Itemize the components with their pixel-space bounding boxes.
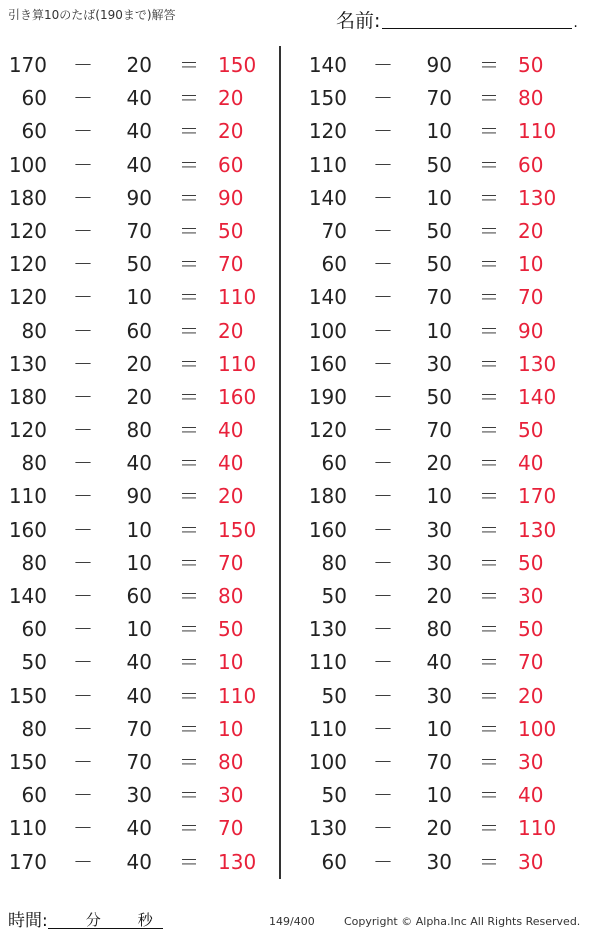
- minus-operator: －: [73, 517, 93, 542]
- minuend: 160: [308, 517, 347, 542]
- minuend: 120: [8, 285, 47, 310]
- minus-operator: －: [73, 484, 93, 509]
- minus-operator: －: [73, 451, 93, 476]
- subtrahend: 50: [426, 218, 452, 243]
- answer: 10: [218, 650, 244, 675]
- subtrahend: 20: [126, 53, 152, 77]
- minus-operator: －: [373, 185, 393, 210]
- minus-operator: －: [373, 617, 393, 642]
- answer: 10: [218, 716, 244, 741]
- equals-sign: ＝: [179, 849, 199, 874]
- minuend: 160: [8, 517, 47, 542]
- answer: 140: [518, 384, 557, 409]
- subtrahend: 70: [426, 285, 452, 310]
- answer: 50: [518, 550, 544, 575]
- minus-operator: －: [73, 119, 93, 144]
- minus-operator: －: [73, 617, 93, 642]
- subtrahend: 70: [126, 218, 152, 243]
- subtrahend: 40: [126, 451, 152, 476]
- name-label: 名前:: [336, 10, 381, 32]
- answer: 70: [218, 252, 244, 277]
- subtrahend: 10: [426, 185, 452, 210]
- answer: 160: [218, 384, 257, 409]
- answer: 50: [218, 617, 244, 642]
- minuend: 170: [8, 849, 47, 874]
- equals-sign: ＝: [179, 185, 199, 210]
- equals-sign: ＝: [479, 451, 499, 476]
- equals-sign: ＝: [179, 484, 199, 509]
- minus-operator: －: [373, 86, 393, 111]
- minus-operator: －: [373, 550, 393, 575]
- minus-operator: －: [73, 53, 93, 77]
- minus-operator: －: [373, 351, 393, 376]
- answer: 130: [518, 351, 557, 376]
- minus-operator: －: [373, 285, 393, 310]
- subtrahend: 40: [126, 119, 152, 144]
- subtrahend: 50: [426, 252, 452, 277]
- subtrahend: 20: [426, 816, 452, 841]
- answer: 150: [218, 53, 257, 77]
- subtrahend: 10: [426, 318, 452, 343]
- equals-sign: ＝: [479, 584, 499, 608]
- minuend: 60: [21, 86, 47, 111]
- subtrahend: 40: [426, 650, 452, 675]
- subtrahend: 30: [426, 351, 452, 376]
- equals-sign: ＝: [479, 252, 499, 277]
- minuend: 180: [8, 185, 47, 210]
- minus-operator: －: [73, 783, 93, 808]
- equals-sign: ＝: [479, 816, 499, 841]
- equals-sign: ＝: [179, 86, 199, 111]
- subtrahend: 10: [426, 783, 452, 808]
- minuend: 50: [321, 584, 347, 608]
- subtrahend: 40: [126, 152, 152, 177]
- minus-operator: －: [373, 152, 393, 177]
- answer: 40: [218, 418, 244, 443]
- minus-operator: －: [373, 384, 393, 409]
- equals-sign: ＝: [179, 252, 199, 277]
- equals-sign: ＝: [179, 550, 199, 575]
- minuend: 160: [308, 351, 347, 376]
- minuend: 60: [21, 783, 47, 808]
- minus-operator: －: [73, 749, 93, 774]
- answer: 20: [218, 484, 244, 509]
- answer: 10: [518, 252, 544, 277]
- answer: 100: [518, 716, 557, 741]
- minuend: 100: [308, 318, 347, 343]
- subtrahend: 30: [426, 550, 452, 575]
- subtrahend: 70: [426, 86, 452, 111]
- minus-operator: －: [73, 716, 93, 741]
- equals-sign: ＝: [179, 749, 199, 774]
- minus-operator: －: [373, 252, 393, 277]
- subtrahend: 50: [126, 252, 152, 277]
- equals-sign: ＝: [479, 650, 499, 675]
- minuend: 110: [308, 716, 347, 741]
- subtrahend: 50: [426, 152, 452, 177]
- equals-sign: ＝: [479, 617, 499, 642]
- equals-sign: ＝: [479, 86, 499, 111]
- answer: 110: [218, 285, 257, 310]
- minuend: 120: [308, 119, 347, 144]
- answer: 90: [218, 185, 244, 210]
- answer: 30: [518, 749, 544, 774]
- subtrahend: 10: [426, 484, 452, 509]
- minus-operator: －: [73, 849, 93, 874]
- equals-sign: ＝: [179, 683, 199, 708]
- minuend: 50: [321, 783, 347, 808]
- minus-operator: －: [373, 849, 393, 874]
- minus-operator: －: [73, 550, 93, 575]
- equals-sign: ＝: [179, 517, 199, 542]
- answer: 50: [518, 418, 544, 443]
- minus-operator: －: [73, 816, 93, 841]
- minus-operator: －: [73, 218, 93, 243]
- equals-sign: ＝: [179, 384, 199, 409]
- equals-sign: ＝: [179, 650, 199, 675]
- name-field: [336, 6, 578, 33]
- minuend: 80: [21, 451, 47, 476]
- equals-sign: ＝: [479, 218, 499, 243]
- answer: 30: [518, 849, 544, 874]
- minuend: 130: [8, 351, 47, 376]
- minuend: 140: [308, 185, 347, 210]
- equals-sign: ＝: [179, 716, 199, 741]
- minus-operator: －: [373, 451, 393, 476]
- subtrahend: 40: [126, 816, 152, 841]
- subtrahend: 40: [126, 849, 152, 874]
- equals-sign: ＝: [179, 451, 199, 476]
- subtrahend: 30: [426, 683, 452, 708]
- minuend: 110: [8, 816, 47, 841]
- answer: 70: [518, 285, 544, 310]
- answer: 50: [518, 617, 544, 642]
- answer: 20: [218, 86, 244, 111]
- answer: 20: [518, 218, 544, 243]
- answer: 110: [218, 683, 257, 708]
- minus-operator: －: [373, 218, 393, 243]
- minus-operator: －: [73, 650, 93, 675]
- minus-operator: －: [73, 384, 93, 409]
- subtrahend: 50: [426, 384, 452, 409]
- subtrahend: 10: [126, 517, 152, 542]
- minuend: 150: [8, 683, 47, 708]
- minus-operator: －: [373, 418, 393, 443]
- minus-operator: －: [373, 53, 393, 77]
- answer: 80: [218, 584, 244, 608]
- name-underline: [382, 10, 572, 29]
- equals-sign: ＝: [479, 517, 499, 542]
- page-number: 149/400: [269, 915, 315, 928]
- equals-sign: ＝: [479, 716, 499, 741]
- answer: 150: [218, 517, 257, 542]
- subtrahend: 40: [126, 683, 152, 708]
- minuend: 100: [308, 749, 347, 774]
- answer: 130: [518, 517, 557, 542]
- subtrahend: 70: [426, 418, 452, 443]
- answer: 60: [218, 152, 244, 177]
- equals-sign: ＝: [479, 351, 499, 376]
- minus-operator: －: [373, 484, 393, 509]
- answer: 40: [518, 451, 544, 476]
- minus-operator: －: [373, 749, 393, 774]
- subtrahend: 30: [426, 517, 452, 542]
- answer: 60: [518, 152, 544, 177]
- minuend: 80: [321, 550, 347, 575]
- equals-sign: ＝: [479, 53, 499, 77]
- subtrahend: 70: [426, 749, 452, 774]
- worksheet-title: 引き算10のたば(190まで)解答: [8, 8, 176, 22]
- minus-operator: －: [73, 86, 93, 111]
- equals-sign: ＝: [179, 783, 199, 808]
- subtrahend: 70: [126, 749, 152, 774]
- minus-operator: －: [73, 318, 93, 343]
- equals-sign: ＝: [479, 484, 499, 509]
- minuend: 140: [308, 53, 347, 77]
- answer: 110: [218, 351, 257, 376]
- answer: 130: [518, 185, 557, 210]
- subtrahend: 10: [426, 716, 452, 741]
- minuend: 80: [21, 550, 47, 575]
- answer: 30: [518, 584, 544, 608]
- subtrahend: 30: [126, 783, 152, 808]
- equals-sign: ＝: [179, 584, 199, 608]
- answer: 110: [518, 119, 557, 144]
- time-label: 時間:: [8, 911, 48, 931]
- minus-operator: －: [73, 185, 93, 210]
- equals-sign: ＝: [479, 749, 499, 774]
- subtrahend: 10: [126, 617, 152, 642]
- subtrahend: 10: [126, 550, 152, 575]
- minus-operator: －: [373, 517, 393, 542]
- answer: 20: [518, 683, 544, 708]
- answer: 40: [518, 783, 544, 808]
- answer: 170: [518, 484, 557, 509]
- minuend: 60: [321, 451, 347, 476]
- minuend: 80: [21, 716, 47, 741]
- minuend: 140: [8, 584, 47, 608]
- answer: 110: [518, 816, 557, 841]
- minuend: 100: [8, 152, 47, 177]
- minuend: 120: [8, 252, 47, 277]
- equals-sign: ＝: [479, 783, 499, 808]
- minuend: 120: [8, 218, 47, 243]
- minuend: 110: [308, 152, 347, 177]
- answer: 40: [218, 451, 244, 476]
- equals-sign: ＝: [479, 683, 499, 708]
- equals-sign: ＝: [179, 218, 199, 243]
- answer: 80: [518, 86, 544, 111]
- minus-operator: －: [73, 351, 93, 376]
- minuend: 110: [308, 650, 347, 675]
- equals-sign: ＝: [479, 384, 499, 409]
- minus-operator: －: [373, 716, 393, 741]
- minuend: 60: [21, 617, 47, 642]
- column-divider: [279, 46, 281, 879]
- time-field: [8, 906, 163, 931]
- copyright-notice: Copyright © Alpha.Inc All Rights Reserved.: [344, 915, 581, 928]
- minus-operator: －: [373, 318, 393, 343]
- subtrahend: 30: [426, 849, 452, 874]
- minuend: 50: [321, 683, 347, 708]
- subtrahend: 60: [126, 318, 152, 343]
- minuend: 150: [8, 749, 47, 774]
- equals-sign: ＝: [479, 119, 499, 144]
- answer: 30: [218, 783, 244, 808]
- equals-sign: ＝: [179, 816, 199, 841]
- subtrahend: 80: [126, 418, 152, 443]
- minuend: 140: [308, 285, 347, 310]
- minuend: 50: [21, 650, 47, 675]
- minus-operator: －: [373, 584, 393, 608]
- minutes-label: 分: [85, 911, 101, 929]
- answer: 50: [218, 218, 244, 243]
- equals-sign: ＝: [179, 119, 199, 144]
- minus-operator: －: [373, 650, 393, 675]
- subtrahend: 20: [126, 384, 152, 409]
- minuend: 150: [308, 86, 347, 111]
- equals-sign: ＝: [179, 53, 199, 77]
- minus-operator: －: [73, 252, 93, 277]
- answer: 80: [218, 749, 244, 774]
- minuend: 190: [308, 384, 347, 409]
- equals-sign: ＝: [479, 185, 499, 210]
- minuend: 70: [321, 218, 347, 243]
- minuend: 130: [308, 816, 347, 841]
- minuend: 60: [21, 119, 47, 144]
- minus-operator: －: [373, 783, 393, 808]
- equals-sign: ＝: [179, 285, 199, 310]
- time-underline: [48, 910, 163, 929]
- minuend: 110: [8, 484, 47, 509]
- answer: 90: [518, 318, 544, 343]
- minus-operator: －: [73, 683, 93, 708]
- equals-sign: ＝: [479, 849, 499, 874]
- minus-operator: －: [73, 152, 93, 177]
- equals-sign: ＝: [479, 418, 499, 443]
- equals-sign: ＝: [179, 418, 199, 443]
- minuend: 60: [321, 252, 347, 277]
- minuend: 60: [321, 849, 347, 874]
- answer: 50: [518, 53, 544, 77]
- equals-sign: ＝: [179, 152, 199, 177]
- subtrahend: 20: [426, 451, 452, 476]
- subtrahend: 90: [426, 53, 452, 77]
- equals-sign: ＝: [179, 318, 199, 343]
- name-end-dot: .: [573, 15, 578, 31]
- equals-sign: ＝: [179, 351, 199, 376]
- answer: 70: [518, 650, 544, 675]
- minuend: 130: [308, 617, 347, 642]
- minus-operator: －: [373, 816, 393, 841]
- equals-sign: ＝: [479, 318, 499, 343]
- equals-sign: ＝: [479, 550, 499, 575]
- subtrahend: 70: [126, 716, 152, 741]
- subtrahend: 20: [126, 351, 152, 376]
- seconds-label: 秒: [137, 911, 153, 929]
- answer: 70: [218, 816, 244, 841]
- answer: 20: [218, 318, 244, 343]
- minuend: 180: [308, 484, 347, 509]
- subtrahend: 40: [126, 650, 152, 675]
- minuend: 120: [8, 418, 47, 443]
- subtrahend: 90: [126, 484, 152, 509]
- minuend: 170: [8, 53, 47, 77]
- subtrahend: 20: [426, 584, 452, 608]
- subtrahend: 90: [126, 185, 152, 210]
- subtrahend: 80: [426, 617, 452, 642]
- equals-sign: ＝: [179, 617, 199, 642]
- minuend: 180: [8, 384, 47, 409]
- minus-operator: －: [73, 584, 93, 608]
- minus-operator: －: [373, 119, 393, 144]
- equals-sign: ＝: [479, 285, 499, 310]
- answer: 20: [218, 119, 244, 144]
- subtrahend: 10: [426, 119, 452, 144]
- equals-sign: ＝: [479, 152, 499, 177]
- minus-operator: －: [373, 683, 393, 708]
- answer: 70: [218, 550, 244, 575]
- subtrahend: 60: [126, 584, 152, 608]
- minus-operator: －: [73, 285, 93, 310]
- minuend: 120: [308, 418, 347, 443]
- minuend: 80: [21, 318, 47, 343]
- subtrahend: 10: [126, 285, 152, 310]
- subtrahend: 40: [126, 86, 152, 111]
- minus-operator: －: [73, 418, 93, 443]
- answer: 130: [218, 849, 257, 874]
